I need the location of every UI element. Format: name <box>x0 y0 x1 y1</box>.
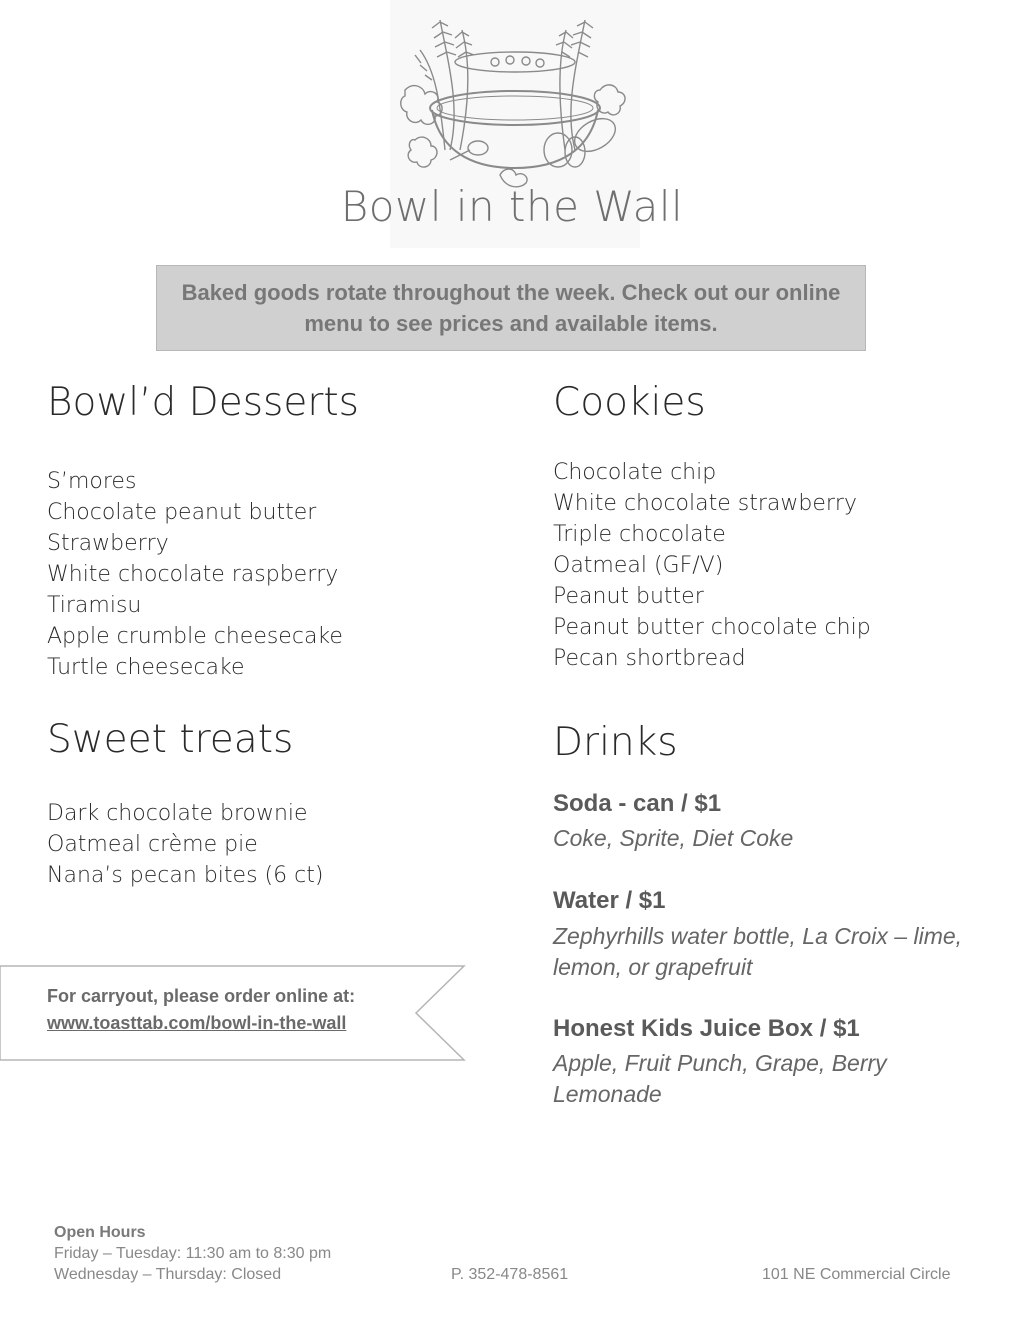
brand-name: Bowl in the Wall <box>340 182 684 231</box>
drink-soda-desc: Coke, Sprite, Diet Coke <box>553 825 794 851</box>
list-item: Pecan shortbread <box>553 646 746 671</box>
carryout-link[interactable]: www.toasttab.com/bowl-in-the-wall <box>47 1013 347 1033</box>
list-item: Turtle cheesecake <box>47 655 245 680</box>
footer-address: 101 NE Commercial Circle <box>762 1266 951 1283</box>
heading-drinks: Drinks <box>553 720 678 765</box>
list-item: Dark chocolate brownie <box>47 801 308 826</box>
treats-list <box>47 798 323 891</box>
cookies-list <box>553 457 871 674</box>
list-item: Apple crumble cheesecake <box>47 624 343 649</box>
list-item: Peanut butter chocolate chip <box>553 615 871 640</box>
list-item: Oatmeal crème pie <box>47 832 258 857</box>
list-item: White chocolate strawberry <box>553 491 857 516</box>
hours-label: Open Hours <box>54 1224 146 1241</box>
heading-desserts: Bowl’d Desserts <box>47 380 359 425</box>
list-item: Oatmeal (GF/V) <box>553 553 724 578</box>
list-item: Triple chocolate <box>553 522 726 547</box>
list-item: Chocolate chip <box>553 460 717 485</box>
carryout-text: For carryout, please order online at: <box>47 986 356 1006</box>
list-item: Nana’s pecan bites (6 ct) <box>47 863 324 888</box>
list-item: S’mores <box>47 469 137 494</box>
heading-cookies: Cookies <box>553 380 706 425</box>
list-item: Chocolate peanut butter <box>47 500 317 525</box>
footer-hours <box>54 1222 331 1285</box>
list-item: Tiramisu <box>47 593 142 618</box>
rotation-notice <box>156 265 866 351</box>
list-item: Strawberry <box>47 531 169 556</box>
drink-juice-title: Honest Kids Juice Box / $1 <box>553 1015 860 1042</box>
bowl-with-grains-and-vegetables-icon <box>390 0 640 190</box>
drink-water-title: Water / $1 <box>553 887 666 914</box>
drink-juice-desc: Apple, Fruit Punch, Grape, Berry Lemonade <box>553 1050 887 1107</box>
heading-sweet-treats: Sweet treats <box>47 717 294 762</box>
list-item: White chocolate raspberry <box>47 562 339 587</box>
list-item: Peanut butter <box>553 584 704 609</box>
desserts-list <box>47 466 343 683</box>
hours-line-1: Friday – Tuesday: 11:30 am to 8:30 pm <box>54 1245 332 1262</box>
drink-water-desc: Zephyrhills water bottle, La Croix – lime, lemon, or grapefruit <box>553 923 963 980</box>
notice-text: Baked goods rotate throughout the week. Check out our online menu to see prices and available items. <box>181 280 841 336</box>
footer-phone[interactable]: P. 352-478-8561 <box>451 1266 569 1283</box>
hours-line-2: Wednesday – Thursday: Closed <box>54 1266 282 1283</box>
drink-soda-title: Soda - can / $1 <box>553 790 722 817</box>
